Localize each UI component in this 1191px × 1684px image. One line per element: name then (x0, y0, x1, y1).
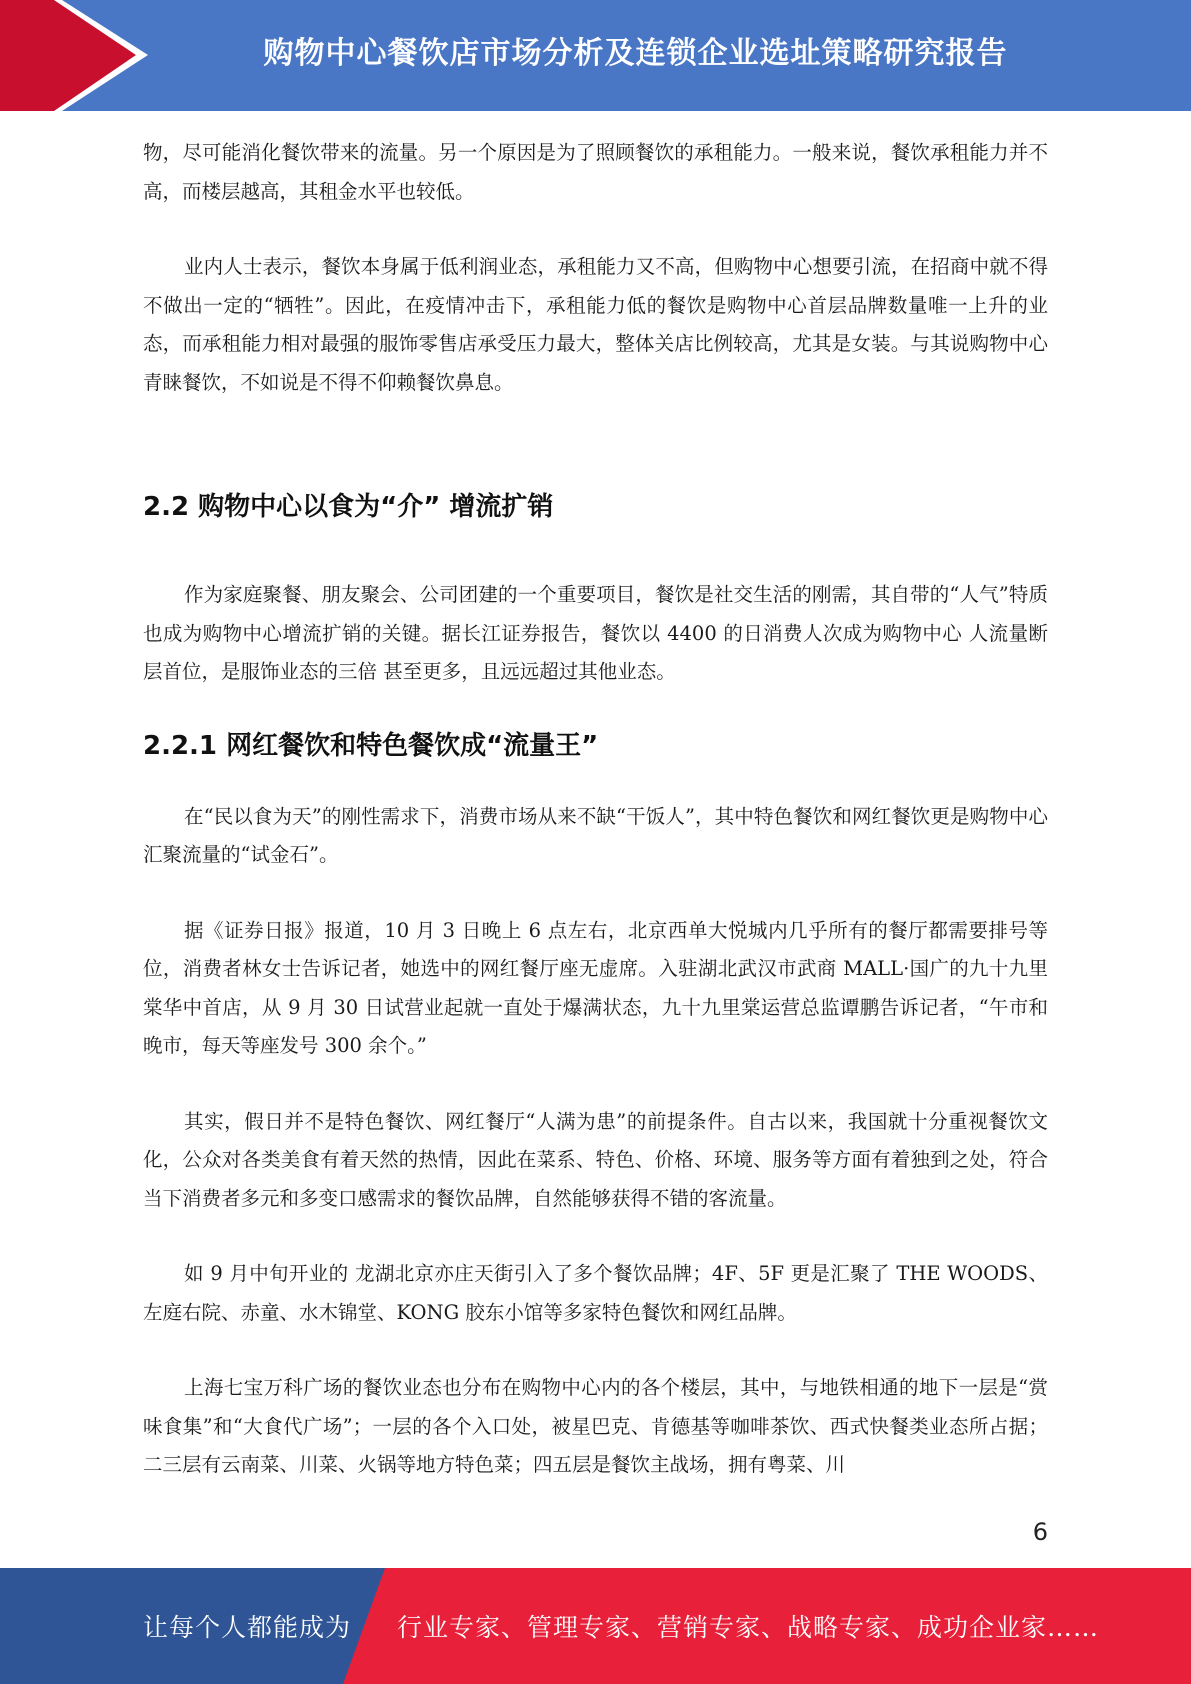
paragraph-1: 物，尽可能消化餐饮带来的流量。另一个原因是为了照顾餐饮的承租能力。一般来说，餐饮承租能力并不高，而楼层越高，其租金水平也较低。 (143, 141, 1048, 203)
footer-slogan-right: 行业专家、管理专家、营销专家、战略专家、成功企业家…… (397, 1613, 1100, 1642)
page-footer (0, 1568, 1191, 1684)
section-heading-2-2-1: 2.2.1 网红餐饮和特色餐饮成“流量王” (143, 730, 599, 761)
footer-slogan-left: 让每个人都能成为 (143, 1613, 352, 1642)
page-number: 6 (1032, 1518, 1048, 1546)
section-heading-2-2: 2.2 购物中心以食为“介” 增流扩销 (143, 492, 554, 522)
page-header (0, 0, 1191, 111)
report-title: 购物中心餐饮店市场分析及连锁企业选址策略研究报告 (263, 36, 1008, 71)
header-arrow-icon (0, 0, 150, 111)
paragraph-4: 在“民以食为天”的刚性需求下，消费市场从来不缺“干饭人”，其中特色餐饮和网红餐饮更是购物中心汇聚流量的“试金石”。 (143, 804, 1048, 866)
paragraph-5: 据《证券日报》报道，10 月 3 日晚上 6 点左右，北京西单大悦城内几乎所有的餐厅都需要排号等位，消费者林女士告诉记者，她选中的网红餐厅座无虚席。入驻湖北武汉市武商 MALL·国广的九十九里棠华中首店，从 9 月 30 日试营业起就一直处于爆满状态，九十九里棠运营总监谭鹏告诉记者，“午市和晚市，每天等座发号 300 余个。” (143, 918, 1048, 1057)
paragraph-6: 其实，假日并不是特色餐饮、网红餐厅“人满为患”的前提条件。自古以来，我国就十分重视餐饮文化，公众对各类美食有着天然的热情，因此在菜系、特色、价格、环境、服务等方面有着独到之处，符合当下消费者多元和多变口感需求的餐饮品牌，自然能够获得不错的客流量。 (143, 1109, 1048, 1210)
paragraph-3: 作为家庭聚餐、朋友聚会、公司团建的一个重要项目，餐饮是社交生活的刚需，其自带的“人气”特质也成为购物中心增流扩销的关键。据长江证券报告，餐饮以 4400 的日消费人次成为购物中心 人流量断层首位，是服饰业态的三倍 甚至更多，且远远超过其他业态。 (143, 583, 1048, 683)
paragraph-2: 业内人士表示，餐饮本身属于低利润业态，承租能力又不高，但购物中心想要引流，在招商中就不得不做出一定的“牺牲”。因此，在疫情冲击下，承租能力低的餐饮是购物中心首层品牌数量唯一上升的业态，而承租能力相对最强的服饰零售店承受压力最大，整体关店比例较高，尤其是女装。与其说购物中心青睐餐饮，不如说是不得不仰赖餐饮鼻息。 (143, 255, 1048, 394)
paragraph-7: 如 9 月中旬开业的 龙湖北京亦庄天街引入了多个餐饮品牌；4F、5F 更是汇聚了 THE WOODS、左庭右院、赤童、水木锦堂、KONG 胶东小馆等多家特色餐饮和网红品牌。 (143, 1262, 1048, 1324)
document-body (143, 130, 1048, 1485)
paragraph-8: 上海七宝万科广场的餐饮业态也分布在购物中心内的各个楼层，其中，与地铁相通的地下一层是“赏味食集”和“大食代广场”；一层的各个入口处，被星巴克、肯德基等咖啡茶饮、西式快餐类业态所占据；二三层有云南菜、川菜、火锅等地方特色菜；四五层是餐饮主战场，拥有粤菜、川 (143, 1376, 1048, 1476)
